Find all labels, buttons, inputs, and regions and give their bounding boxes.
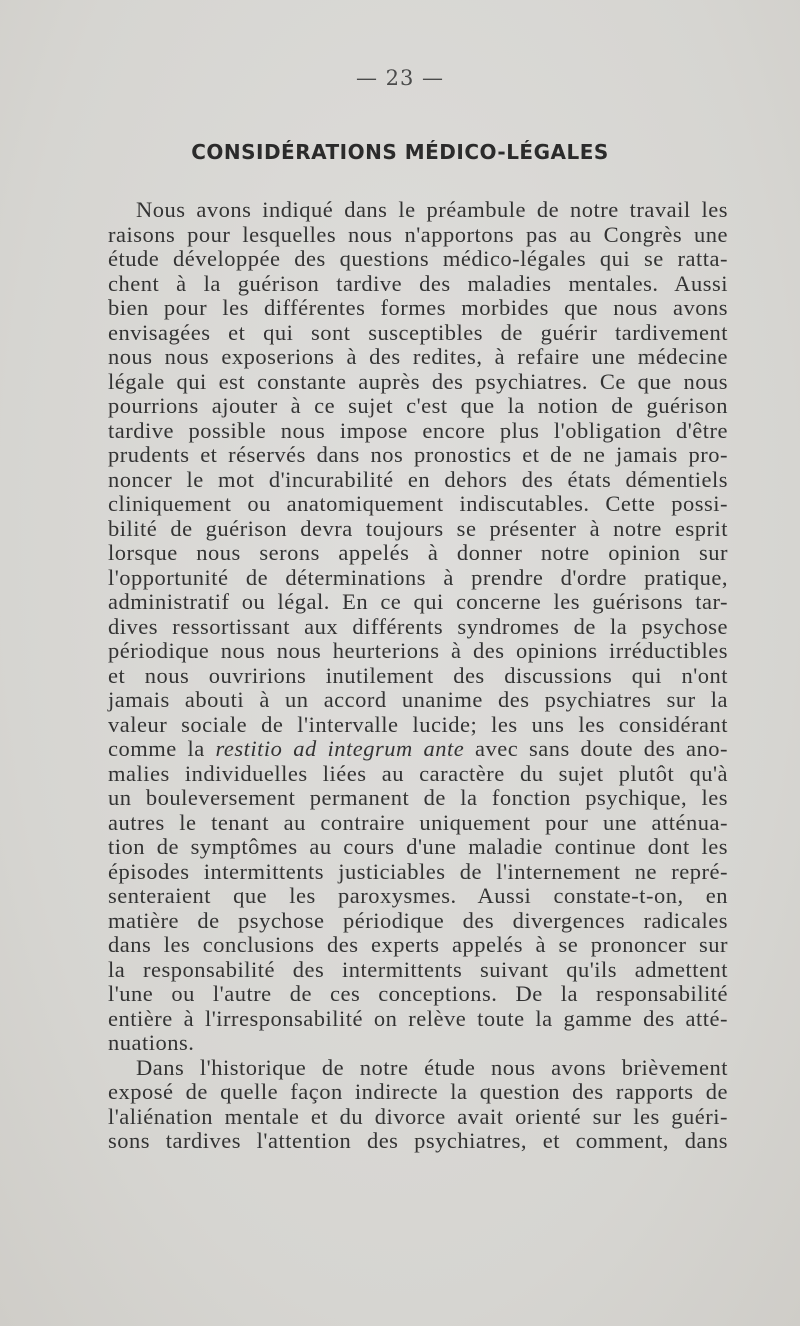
text-line: l'opportunité de déterminations à prendre d'ordre pratique, bbox=[108, 564, 728, 590]
text-line: épisodes intermittents justiciables de l'internement ne repré- bbox=[108, 858, 728, 884]
text-line: noncer le mot d'incurabilité en dehors des états démentiels bbox=[108, 466, 728, 492]
text-line: administratif ou légal. En ce qui concerne les guérisons tar- bbox=[108, 589, 728, 614]
text-line: nous nous exposerions à des redites, à refaire une médecine bbox=[108, 344, 728, 369]
text-line: cliniquement ou anatomiquement indiscutables. Cette possi- bbox=[108, 491, 728, 516]
text-line: l'aliénation mentale et du divorce avait orienté sur les guéri- bbox=[108, 1103, 728, 1129]
text-line: matière de psychose périodique des divergences radicales bbox=[108, 907, 728, 933]
text-line: raisons pour lesquelles nous n'apportons pas au Congrès une bbox=[108, 221, 728, 247]
text-line: lorsque nous serons appelés à donner notre opinion sur bbox=[108, 540, 728, 565]
text-segment: comme la bbox=[108, 736, 216, 761]
text-line: autres le tenant au contraire uniquement pour une atténua- bbox=[108, 809, 728, 835]
text-line: jamais abouti à un accord unanime des psychiatres sur la bbox=[108, 687, 728, 712]
paragraph-2 bbox=[108, 1056, 728, 1154]
text-line: bilité de guérison devra toujours se présenter à notre esprit bbox=[108, 515, 728, 541]
text-line: bien pour les différentes formes morbides que nous avons bbox=[108, 295, 728, 320]
text-line: pourrions ajouter à ce sujet c'est que la notion de guérison bbox=[108, 393, 728, 418]
text-line: un bouleversement permanent de la fonction psychique, les bbox=[108, 785, 728, 810]
section-heading: CONSIDÉRATIONS MÉDICO-LÉGALES bbox=[191, 140, 609, 164]
text-line: entière à l'irresponsabilité on relève toute la gamme des atté- bbox=[108, 1005, 728, 1031]
text-line: Nous avons indiqué dans le préambule de notre travail les bbox=[136, 197, 728, 222]
text-line: tion de symptômes au cours d'une maladie continue dont les bbox=[108, 834, 728, 859]
text-line: périodique nous nous heurterions à des opinions irréductibles bbox=[108, 638, 728, 663]
text-line: l'une ou l'autre de ces conceptions. De la responsabilité bbox=[108, 981, 728, 1006]
text-line: étude développée des questions médico-légales qui se ratta- bbox=[108, 246, 728, 271]
text-line: Dans l'historique de notre étude nous avons brièvement bbox=[136, 1054, 728, 1080]
text-line: envisagées et qui sont susceptibles de guérir tardivement bbox=[108, 319, 728, 345]
text-segment: avec sans doute des ano- bbox=[464, 736, 729, 761]
text-line: dives ressortissant aux différents syndromes de la psychose bbox=[108, 613, 728, 639]
text-line-with-italic bbox=[108, 737, 728, 762]
text-line: senteraient que les paroxysmes. Aussi constate-t-on, en bbox=[108, 883, 728, 908]
page-number: — 23 — bbox=[355, 66, 445, 90]
text-line: et nous ouvririons inutilement des discussions qui n'ont bbox=[108, 662, 728, 688]
text-line: exposé de quelle façon indirecte la question des rapports de bbox=[108, 1079, 728, 1104]
text-line: sons tardives l'attention des psychiatres, et comment, dans bbox=[108, 1128, 728, 1153]
text-line: chent à la guérison tardive des maladies mentales. Aussi bbox=[108, 270, 728, 296]
body-text bbox=[108, 198, 728, 1154]
latin-phrase: restitio ad integrum ante bbox=[215, 736, 465, 761]
text-line: légale qui est constante auprès des psychiatres. Ce que nous bbox=[108, 368, 728, 394]
text-line: prudents et réservés dans nos pronostics et de ne jamais pro- bbox=[108, 442, 728, 467]
text-line: nuations. bbox=[108, 1030, 195, 1055]
text-line: valeur sociale de l'intervalle lucide; les uns les considérant bbox=[108, 711, 728, 737]
text-line: malies individuelles liées au caractère du sujet plutôt qu'à bbox=[108, 760, 728, 786]
paragraph-1 bbox=[108, 198, 728, 1056]
text-line: la responsabilité des intermittents suivant qu'ils admettent bbox=[108, 956, 728, 982]
text-line: dans les conclusions des experts appelés à se prononcer sur bbox=[108, 932, 728, 957]
text-line: tardive possible nous impose encore plus l'obligation d'être bbox=[108, 417, 728, 443]
